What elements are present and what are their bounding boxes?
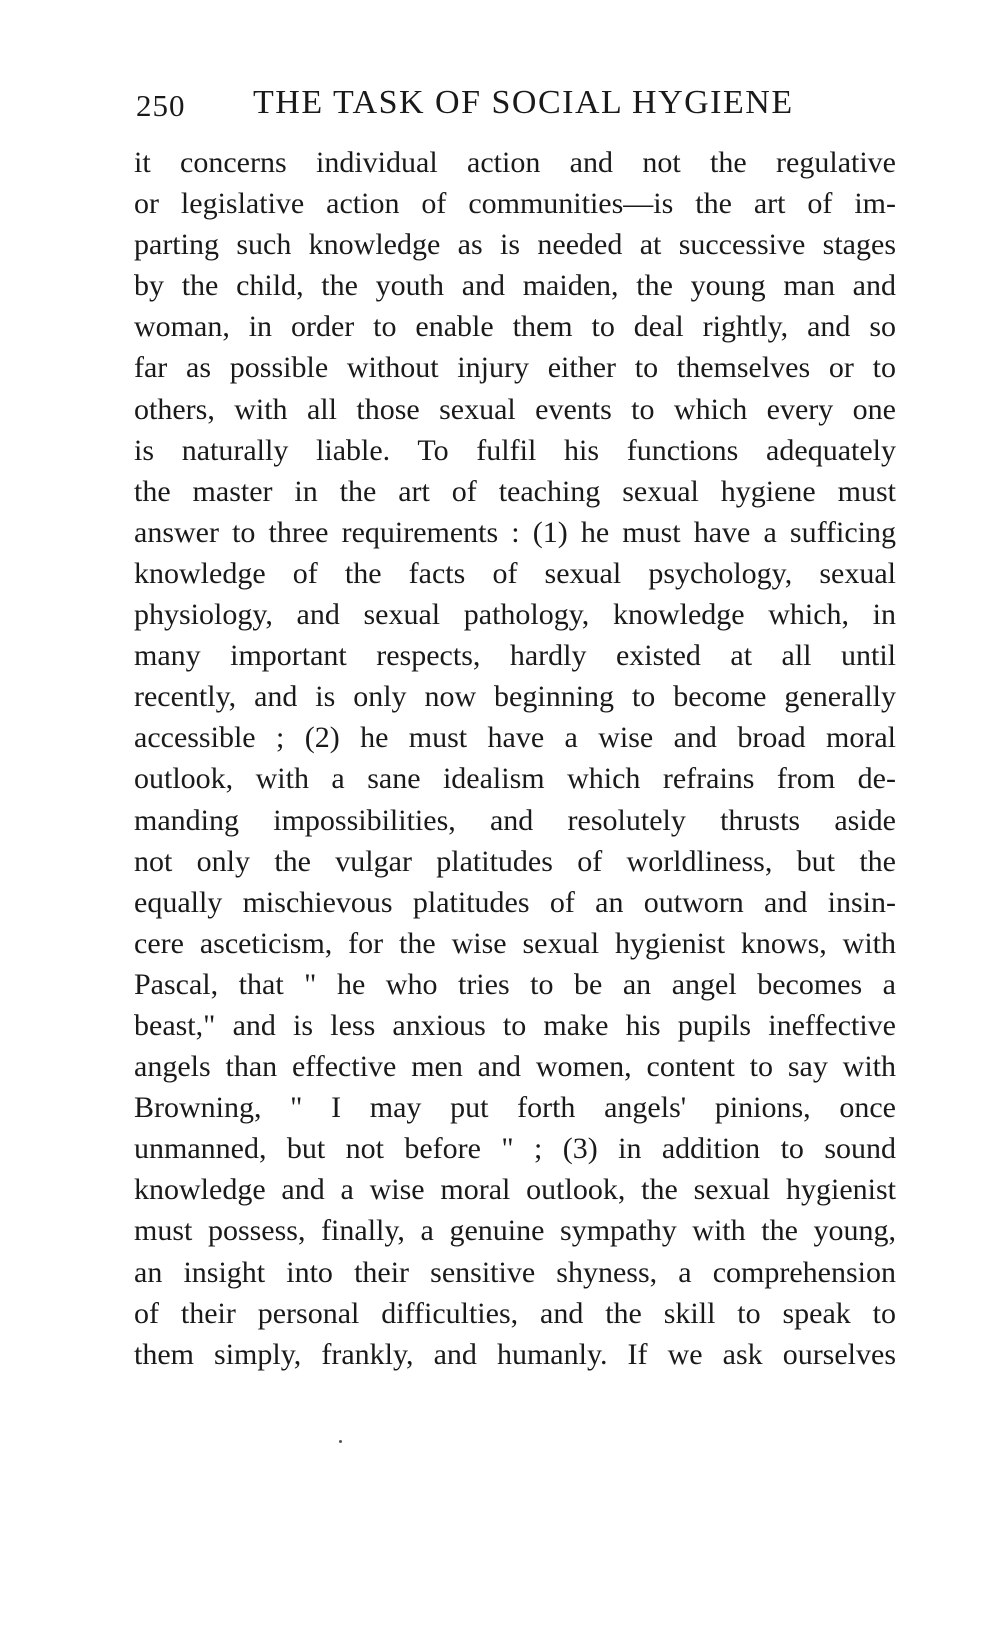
page-number: 250 (136, 88, 186, 123)
body-paragraph (134, 142, 896, 1375)
text-line: physiology, and sexual pathology, knowledge which, in (134, 598, 896, 632)
text-line: Pascal, that " he who tries to be an angel becomes a (134, 967, 896, 1001)
text-line: many important respects, hardly existed at all until (134, 639, 896, 673)
text-line: it concerns individual action and not the regulative (134, 146, 896, 179)
text-line: far as possible without injury either to themselves or to (134, 351, 896, 385)
text-line: answer to three requirements : (1) he must have a sufficing (134, 515, 896, 549)
text-line: accessible ; (2) he must have a wise and broad moral (134, 721, 896, 755)
text-line: equally mischievous platitudes of an outworn and insin- (134, 885, 896, 919)
text-line: parting such knowledge as is needed at successive stages (134, 228, 896, 262)
text-line: an insight into their sensitive shyness, a comprehension (134, 1255, 896, 1289)
text-line: knowledge and a wise moral outlook, the sexual hygienist (134, 1173, 896, 1207)
text-line: unmanned, but not before " ; (3) in addition to sound (134, 1132, 896, 1166)
running-title: THE TASK OF SOCIAL HYGIENE (253, 84, 794, 121)
ink-speck (339, 1440, 342, 1443)
text-line: them simply, frankly, and humanly. If we ask ourselves (134, 1337, 896, 1371)
text-line: manding impossibilities, and resolutely thrusts aside (134, 803, 896, 837)
text-line: the master in the art of teaching sexual hygiene must (134, 474, 896, 508)
text-line: or legislative action of communities—is the art of im- (134, 187, 896, 221)
text-line: beast," and is less anxious to make his pupils ineffective (134, 1008, 896, 1042)
text-line: recently, and is only now beginning to become generally (134, 680, 896, 714)
text-line: outlook, with a sane idealism which refrains from de- (134, 762, 896, 796)
text-line: knowledge of the facts of sexual psychology, sexual (134, 556, 896, 590)
text-line: Browning, " I may put forth angels' pinions, once (134, 1091, 896, 1125)
running-head (136, 84, 896, 134)
text-line: woman, in order to enable them to deal rightly, and so (134, 310, 896, 344)
text-line: is naturally liable. To fulfil his functions adequately (134, 433, 896, 467)
text-line: cere asceticism, for the wise sexual hygienist knows, with (134, 926, 896, 960)
text-line: others, with all those sexual events to which every one (134, 392, 896, 426)
text-line: angels than effective men and women, content to say with (134, 1050, 896, 1084)
text-line: not only the vulgar platitudes of worldliness, but the (134, 844, 896, 878)
text-line: by the child, the youth and maiden, the young man and (134, 269, 896, 303)
text-line: must possess, finally, a genuine sympathy with the young, (134, 1214, 896, 1248)
text-line: of their personal difficulties, and the skill to speak to (134, 1296, 896, 1330)
